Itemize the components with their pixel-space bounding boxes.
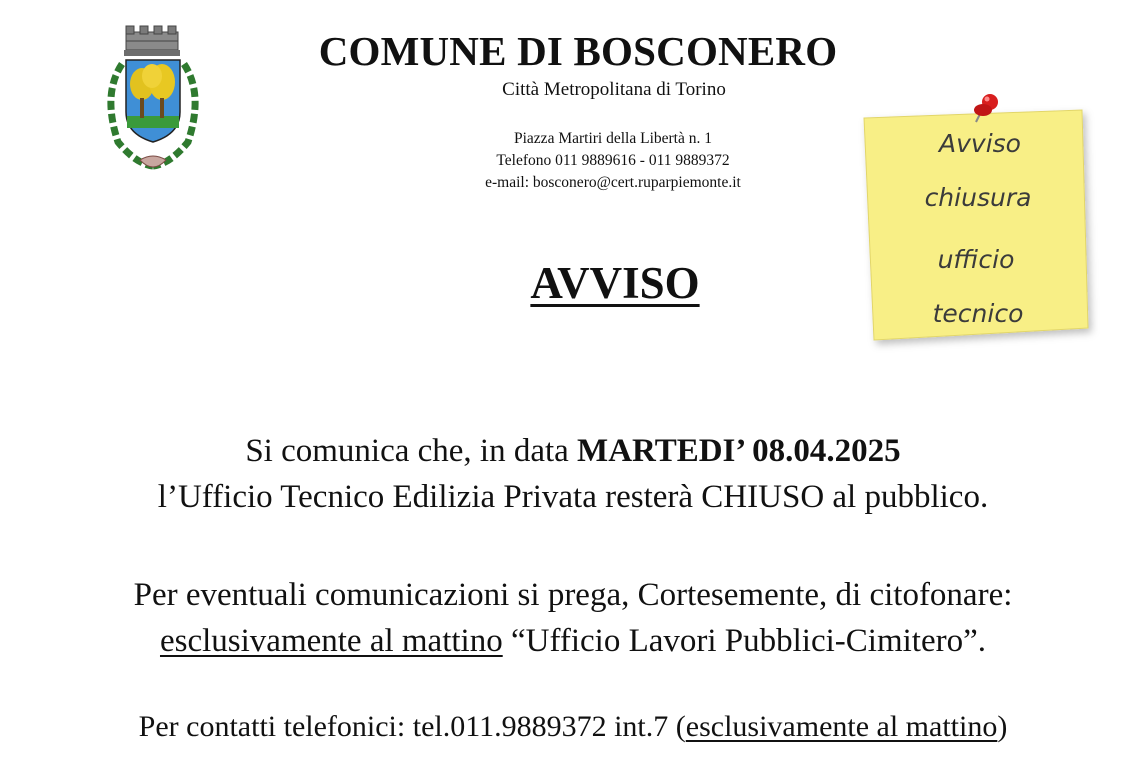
morning-only-text: esclusivamente al mattino (159, 623, 503, 659)
body-line-office (0, 621, 1146, 661)
sticky-note-image (852, 92, 1102, 354)
page-subtitle: Città Metropolitana di Torino (502, 79, 726, 100)
contact-phone: Per contatti telefonici: tel.011.9889372 int.7 ( (138, 710, 686, 743)
body-text: Si comunica che, in data (245, 433, 578, 469)
body-line-date (0, 431, 1146, 471)
sticky-note-line: tecnico (932, 299, 1024, 328)
closing-parenthesis: ) (997, 710, 1008, 743)
phone-line: Telefono 011 9889616 - 011 9889372 (496, 152, 730, 169)
notice-heading: AVVISO (530, 258, 700, 308)
office-name: “Ufficio Lavori Pubblici-Cimitero”. (502, 623, 986, 659)
sticky-note-line: chiusura (924, 183, 1032, 212)
body-line-closure: l’Ufficio Tecnico Edilizia Privata resterà CHIUSO al pubblico. (157, 479, 989, 515)
sticky-note-line: Avviso (939, 129, 1021, 158)
body-line-contacts (0, 707, 1146, 747)
email-line: e-mail: bosconero@cert.ruparpiemonte.it (485, 174, 741, 191)
closure-date: MARTEDI’ 08.04.2025 (577, 433, 901, 469)
municipal-coat-of-arms (96, 24, 210, 174)
page-title: COMUNE DI BOSCONERO (318, 28, 838, 74)
address-line: Piazza Martiri della Libertà n. 1 (514, 130, 712, 147)
body-line-instructions: Per eventuali comunicazioni si prega, Cortesemente, di citofonare: (133, 577, 1013, 613)
sticky-note-line: ufficio (937, 245, 1015, 274)
morning-only-text: esclusivamente al mattino (685, 710, 998, 743)
